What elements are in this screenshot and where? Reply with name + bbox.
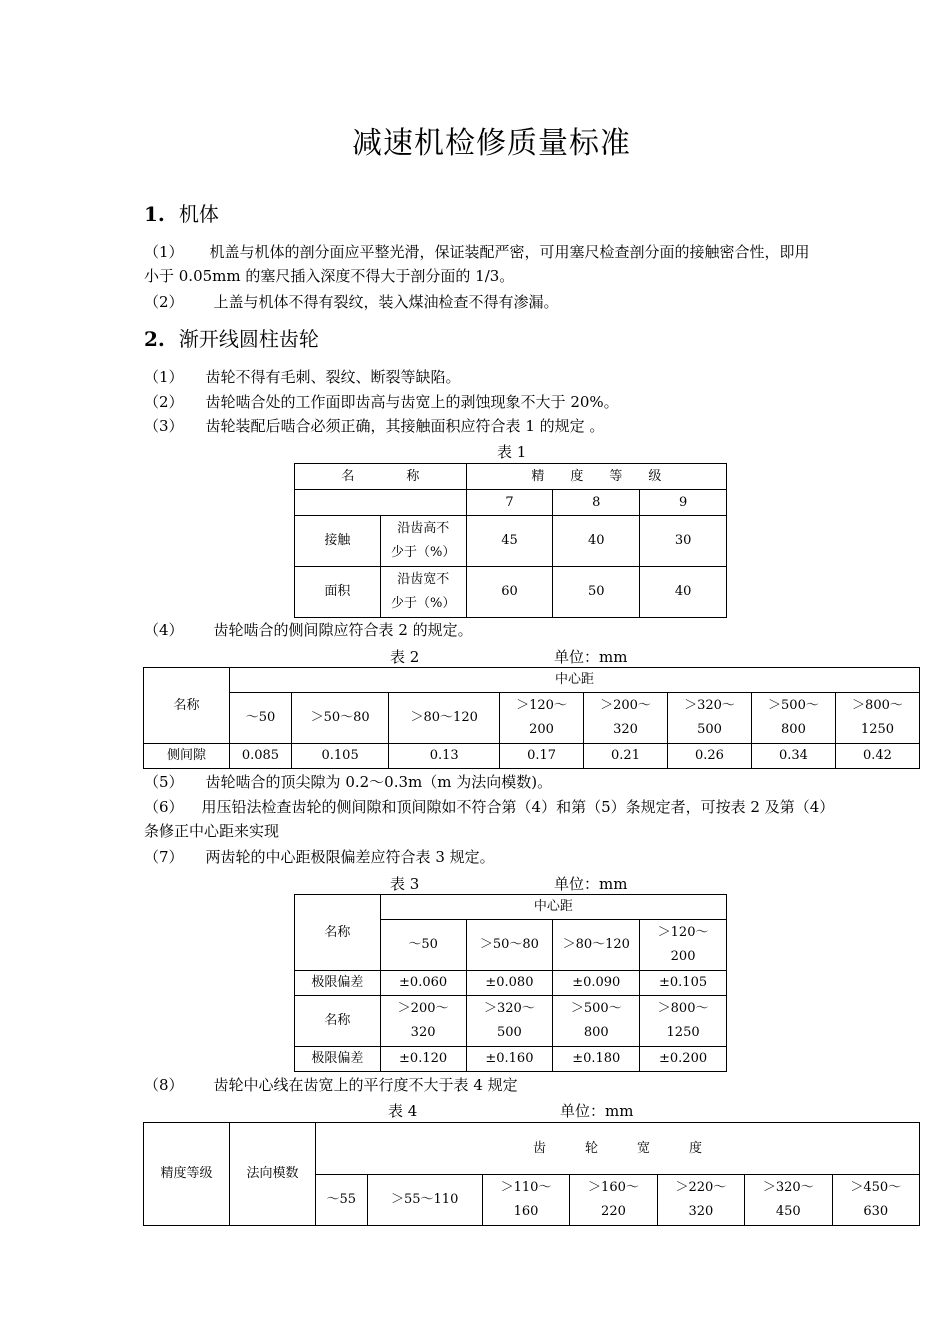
item-tag: （4）	[144, 621, 184, 639]
item-tag: （6）	[144, 798, 184, 816]
row-label: 接触	[295, 516, 381, 567]
value-cell: 0.42	[835, 744, 919, 769]
value-cell: 0.13	[389, 744, 500, 769]
list-item	[144, 1073, 518, 1097]
range-cell: ＞500～ 800	[553, 996, 640, 1047]
section-number: 2.	[144, 327, 165, 351]
value-cell: ±0.080	[466, 971, 553, 996]
item-text: 两齿轮的中心距极限偏差应符合表 3 规定。	[205, 848, 495, 866]
range-cell: ～50	[380, 920, 466, 971]
item-text: 齿轮啮合处的工作面即齿高与齿宽上的剥蚀现象不大于 20%。	[205, 393, 619, 411]
item-text: 齿轮装配后啮合必须正确，其接触面积应符合表 1 的规定 。	[205, 417, 605, 435]
item-text: 齿轮中心线在齿宽上的平行度不大于表 4 规定	[213, 1076, 518, 1094]
paragraph-continuation: 条修正中心距来实现	[144, 822, 280, 840]
grade-cell: 7	[466, 490, 553, 516]
table-2-unit: 单位：mm	[554, 648, 628, 666]
range-cell: ＞500～ 800	[751, 693, 835, 744]
value-cell: 0.26	[668, 744, 752, 769]
value-cell: ±0.180	[553, 1047, 640, 1072]
item-tag: （7）	[144, 848, 184, 866]
value-cell: 0.21	[584, 744, 668, 769]
value-cell: ±0.090	[553, 971, 640, 996]
page-title: 减速机检修质量标准	[352, 126, 631, 161]
range-cell: ＞200～ 320	[584, 693, 668, 744]
list-item	[144, 795, 834, 819]
item-tag: （5）	[144, 773, 184, 791]
header-gear-width: 齿 轮 宽 度	[316, 1123, 920, 1175]
item-tag: （8）	[144, 1076, 184, 1094]
header-module: 法向模数	[230, 1123, 316, 1226]
item-text: 用压铅法检查齿轮的侧间隙和顶间隙如不符合第（4）和第（5）条规定者，可按表 2 及第（4）	[201, 798, 835, 816]
header-grade: 精度等级	[144, 1123, 230, 1226]
paragraph	[144, 240, 810, 264]
range-cell: ＞80～120	[389, 693, 500, 744]
range-cell: ～50	[230, 693, 292, 744]
list-item	[144, 414, 604, 438]
value-cell: 0.085	[230, 744, 292, 769]
range-cell: ＞320～ 450	[745, 1175, 832, 1226]
header-center-distance: 中心距	[230, 668, 920, 693]
range-cell: ＞800～ 1250	[835, 693, 919, 744]
item-text: 机盖与机体的剖分面应平整光滑，保证装配严密，可用塞尺检查剖分面的接触密合性，即用	[209, 243, 810, 261]
table-2-caption: 表 2	[390, 648, 420, 666]
range-cell: ＞50～80	[466, 920, 553, 971]
value-cell: 50	[553, 567, 640, 618]
list-item	[144, 845, 495, 869]
table-1-caption: 表 1	[497, 443, 527, 461]
item-text: 齿轮啮合的侧间隙应符合表 2 的规定。	[213, 621, 473, 639]
range-cell: ＞80～120	[553, 920, 640, 971]
list-item	[144, 770, 552, 794]
value-cell: 30	[640, 516, 727, 567]
value-cell: ±0.060	[380, 971, 466, 996]
range-cell: ＞450～ 630	[832, 1175, 919, 1226]
item-tag: （1）	[144, 243, 184, 261]
table-2	[143, 667, 920, 769]
value-cell: 0.34	[751, 744, 835, 769]
range-cell: ＞120～ 200	[640, 920, 727, 971]
table-3	[294, 894, 727, 1072]
value-cell: ±0.200	[640, 1047, 727, 1072]
section-1-heading	[144, 198, 219, 227]
table-4-caption: 表 4	[388, 1102, 418, 1120]
section-number: 1.	[144, 202, 165, 226]
row-label: 侧间隙	[144, 744, 230, 769]
item-text: 齿轮不得有毛刺、裂纹、断裂等缺陷。	[205, 368, 461, 386]
item-tag: （3）	[144, 417, 184, 435]
item-text: 齿轮啮合的顶尖隙为 0.2～0.3m（m 为法向模数)。	[205, 773, 553, 791]
table-1	[294, 463, 727, 618]
header-grade: 精 度 等 级	[466, 464, 726, 490]
range-cell: ＞110～ 160	[482, 1175, 569, 1226]
value-cell: 0.17	[500, 744, 584, 769]
value-cell: ±0.105	[640, 971, 727, 996]
item-tag: （1）	[144, 368, 184, 386]
range-cell: ＞160～ 220	[570, 1175, 657, 1226]
grade-cell: 9	[640, 490, 727, 516]
item-text: 上盖与机体不得有裂纹，装入煤油检查不得有渗漏。	[213, 293, 559, 311]
table-4	[143, 1122, 920, 1226]
row-label: 极限偏差	[295, 1047, 381, 1072]
row-sublabel: 沿齿宽不 少于（%）	[380, 567, 466, 618]
section-2-heading	[144, 323, 319, 352]
header-center-distance: 中心距	[380, 895, 726, 920]
grade-cell: 8	[553, 490, 640, 516]
paragraph	[144, 290, 559, 314]
list-item	[144, 390, 619, 414]
table-4-unit: 单位：mm	[560, 1102, 634, 1120]
row-sublabel: 沿齿高不 少于（%）	[380, 516, 466, 567]
blank-cell	[295, 490, 467, 516]
range-cell: ＞55～110	[367, 1175, 482, 1226]
section-title: 机体	[178, 202, 219, 226]
value-cell: 45	[466, 516, 553, 567]
value-cell: ±0.120	[380, 1047, 466, 1072]
list-item	[144, 618, 473, 642]
item-tag: （2）	[144, 393, 184, 411]
range-cell: ＞50～80	[291, 693, 388, 744]
header-name: 名 称	[295, 464, 467, 490]
value-cell: 60	[466, 567, 553, 618]
table-3-caption: 表 3	[390, 875, 420, 893]
range-cell: ＞320～ 500	[466, 996, 553, 1047]
paragraph-continuation: 小于 0.05mm 的塞尺插入深度不得大于剖分面的 1/3。	[144, 267, 515, 285]
value-cell: 40	[553, 516, 640, 567]
range-cell: ＞320～ 500	[668, 693, 752, 744]
range-cell: ＞220～ 320	[657, 1175, 744, 1226]
header-name: 名称	[144, 668, 230, 744]
header-name: 名称	[295, 895, 381, 971]
list-item	[144, 365, 461, 389]
table-3-unit: 单位：mm	[554, 875, 628, 893]
item-tag: （2）	[144, 293, 184, 311]
range-cell: ＞800～ 1250	[640, 996, 727, 1047]
value-cell: 0.105	[291, 744, 388, 769]
section-title: 渐开线圆柱齿轮	[178, 327, 319, 351]
row-label: 极限偏差	[295, 971, 381, 996]
range-cell: ＞120～ 200	[500, 693, 584, 744]
value-cell: ±0.160	[466, 1047, 553, 1072]
header-name: 名称	[295, 996, 381, 1047]
range-cell: ＞200～ 320	[380, 996, 466, 1047]
range-cell: ～55	[316, 1175, 368, 1226]
value-cell: 40	[640, 567, 727, 618]
row-label: 面积	[295, 567, 381, 618]
